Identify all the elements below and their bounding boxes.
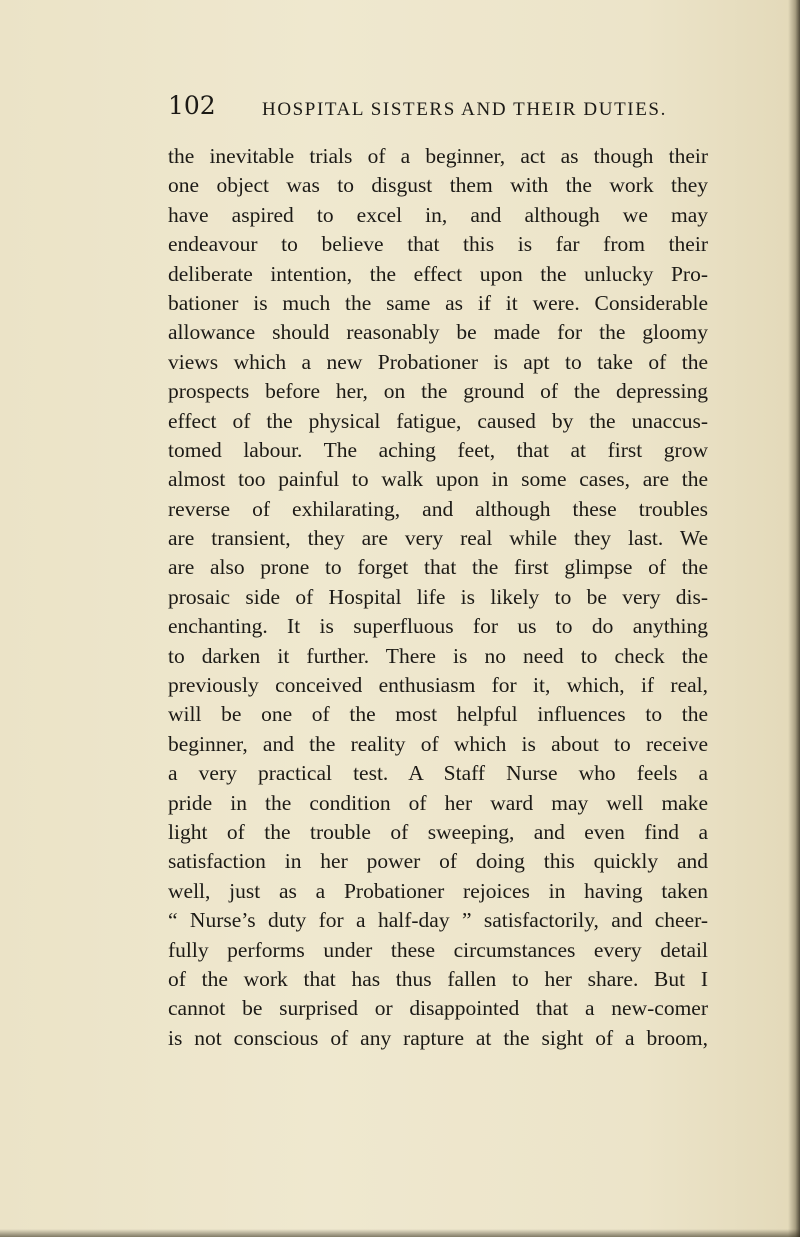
text-line: of the work that has thus fallen to her share. But I — [168, 966, 708, 991]
text-line: to darken it further. There is no need to check the — [168, 643, 708, 668]
text-line: are also prone to forget that the first glimpse of the — [168, 555, 708, 580]
text-line: is not conscious of any rapture at the sight of a broom, — [168, 1025, 708, 1050]
text-line: almost too painful to walk upon in some cases, are the — [168, 467, 708, 492]
running-title: HOSPITAL SISTERS AND THEIR DUTIES. — [262, 99, 667, 120]
text-line: cannot be surprised or disappointed that a new-comer — [168, 996, 708, 1021]
text-line: deliberate intention, the effect upon the unlucky Pro- — [168, 261, 708, 286]
page-number: 102 — [168, 91, 216, 120]
text-line: one object was to disgust them with the work they — [168, 173, 708, 198]
text-line: beginner, and the reality of which is about to receive — [168, 731, 708, 756]
text-line: reverse of exhilarating, and although these troubles — [168, 496, 708, 521]
text-line: “ Nurse’s duty for a half-day ” satisfactorily, and cheer- — [168, 908, 708, 933]
text-line: endeavour to believe that this is far from their — [168, 232, 708, 257]
text-line: views which a new Probationer is apt to take of the — [168, 349, 708, 374]
text-line: light of the trouble of sweeping, and even find a — [168, 819, 708, 844]
text-line: effect of the physical fatigue, caused by the unaccus- — [168, 408, 708, 433]
text-line: well, just as a Probationer rejoices in having taken — [168, 878, 708, 903]
text-line: bationer is much the same as if it were. Considerable — [168, 290, 708, 315]
text-line: fully performs under these circumstances every detail — [168, 937, 708, 962]
text-line: pride in the condition of her ward may well make — [168, 790, 708, 815]
text-line: prospects before her, on the ground of the depressing — [168, 379, 708, 404]
text-line: satisfaction in her power of doing this quickly and — [168, 849, 708, 874]
text-line: the inevitable trials of a beginner, act as though their — [168, 144, 708, 168]
text-line: allowance should reasonably be made for the gloomy — [168, 320, 708, 345]
text-line: previously conceived enthusiasm for it, which, if real, — [168, 673, 708, 698]
text-line: enchanting. It is superfluous for us to do anything — [168, 614, 708, 639]
page-edge-shadow — [788, 0, 800, 1237]
page-bottom-edge — [0, 1229, 800, 1237]
body-text — [168, 142, 708, 1053]
text-line: a very practical test. A Staff Nurse who feels a — [168, 761, 708, 786]
text-line: are transient, they are very real while they last. We — [168, 526, 708, 551]
text-line: will be one of the most helpful influences to the — [168, 702, 708, 727]
text-line: prosaic side of Hospital life is likely to be very dis- — [168, 584, 708, 609]
running-head — [168, 92, 688, 126]
text-line: have aspired to excel in, and although we may — [168, 202, 708, 227]
text-line: tomed labour. The aching feet, that at first grow — [168, 437, 708, 462]
